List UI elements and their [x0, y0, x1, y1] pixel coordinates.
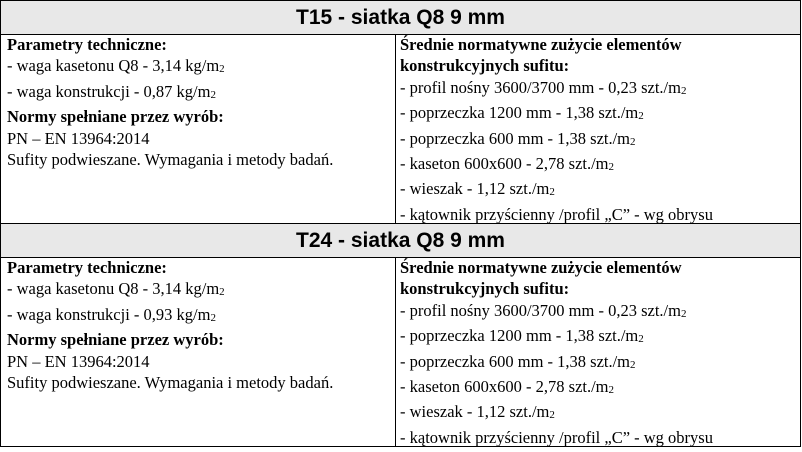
usage-line: - profil nośny 3600/3700 mm - 0,23 szt./m2 [400, 300, 687, 320]
norm-code: PN – EN 13964:2014 [7, 351, 150, 371]
usage-line: - poprzeczka 1200 mm - 1,38 szt./m2 [400, 326, 644, 346]
params-heading: Parametry techniczne: [7, 258, 167, 277]
section-t24 [1, 224, 800, 446]
technical-parameters-column [1, 257, 395, 446]
usage-column [395, 34, 801, 223]
usage-line: - poprzeczka 600 mm - 1,38 szt./m2 [400, 128, 636, 148]
usage-line: - kątownik przyścienny /profil „C” - wg obrysu [400, 204, 713, 224]
usage-line: - poprzeczka 1200 mm - 1,38 szt./m2 [400, 103, 644, 123]
norm-description: Sufity podwieszane. Wymagania i metody badań. [7, 150, 334, 170]
params-heading: Parametry techniczne: [7, 35, 167, 54]
norm-code: PN – EN 13964:2014 [7, 128, 150, 148]
norms-heading: Normy spełniane przez wyrób: [7, 330, 224, 350]
param-line: - waga kasetonu Q8 - 3,14 kg/m2 [7, 56, 225, 76]
usage-line: - wieszak - 1,12 szt./m2 [400, 402, 555, 422]
usage-heading-line-1: Średnie normatywne zużycie elementów [400, 35, 682, 54]
usage-line: - kaseton 600x600 - 2,78 szt./m2 [400, 154, 615, 174]
section-t15 [1, 1, 800, 223]
usage-line: - profil nośny 3600/3700 mm - 0,23 szt./m2 [400, 77, 687, 97]
section-title: T24 - siatka Q8 9 mm [1, 224, 800, 258]
usage-heading-line-2: konstrukcyjnych sufitu: [400, 279, 570, 299]
usage-heading-line-2: konstrukcyjnych sufitu: [400, 56, 570, 76]
usage-column [395, 257, 801, 446]
param-line: - waga kasetonu Q8 - 3,14 kg/m2 [7, 279, 225, 299]
norm-description: Sufity podwieszane. Wymagania i metody badań. [7, 373, 334, 393]
usage-heading-line-1: Średnie normatywne zużycie elementów [400, 258, 682, 277]
usage-line: - kątownik przyścienny /profil „C” - wg obrysu [400, 427, 713, 447]
technical-parameters-column [1, 34, 395, 223]
section-title: T15 - siatka Q8 9 mm [1, 1, 800, 35]
usage-line: - wieszak - 1,12 szt./m2 [400, 179, 555, 199]
norms-heading: Normy spełniane przez wyrób: [7, 107, 224, 127]
usage-line: - kaseton 600x600 - 2,78 szt./m2 [400, 377, 615, 397]
usage-line: - poprzeczka 600 mm - 1,38 szt./m2 [400, 351, 636, 371]
param-line: - waga konstrukcji - 0,87 kg/m2 [7, 81, 216, 101]
param-line: - waga konstrukcji - 0,93 kg/m2 [7, 304, 216, 324]
